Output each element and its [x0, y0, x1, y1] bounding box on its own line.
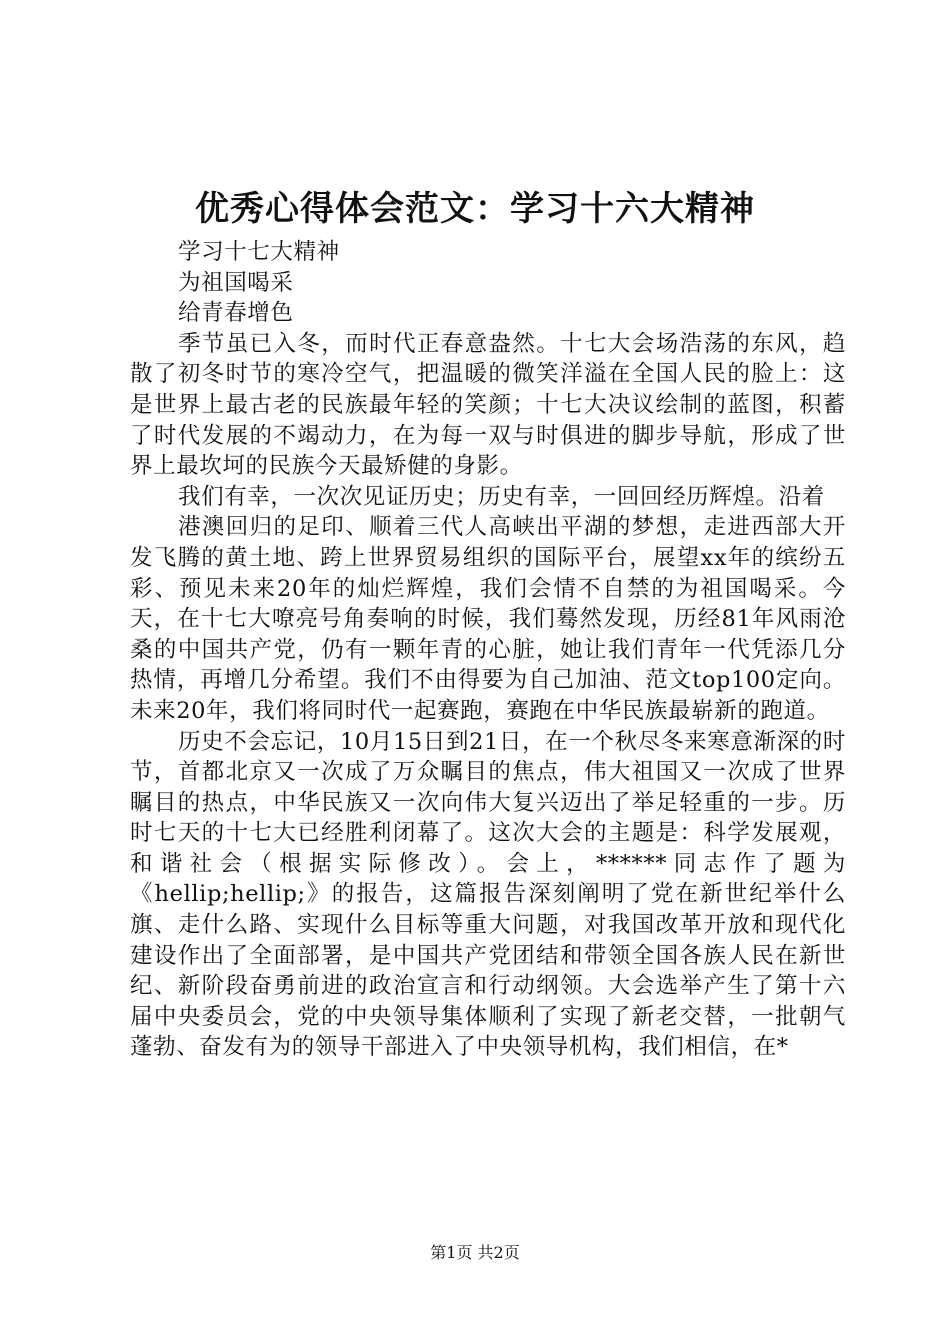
- paragraph-7: 历史不会忘记，10月15日到21日，在一个秋尽冬来寒意渐深的时节，首都北京又一次成了万众瞩目的焦点，伟大祖国又一次成了世界瞩目的热点，中华民族又一次向伟大复兴迈出了举足轻重的一步。历时七天的十七大已经胜利闭幕了。这次大会的主题是：科学发展观，和谐社会（根据实际修改）。会上，******同志作了题为《hellip;hellip;》的报告，这篇报告深刻阐明了党在新世纪举什么旗、走什么路、实现什么目标等重大问题，对我国改革开放和现代化建设作出了全面部署，是中国共产党团结和带领全国各族人民在新世纪、新阶段奋勇前进的政治宣言和行动纲领。大会选举产生了第十六届中央委员会，党的中央领导集体顺利了实现了新老交替，一批朝气蓬勃、奋发有为的领导干部进入了中央领导机构，我们相信，在*: [130, 728, 846, 1061]
- document-title: 优秀心得体会范文：学习十六大精神: [195, 189, 755, 229]
- paragraph-3: 给青春增色: [178, 300, 294, 327]
- paragraph-2: 为祖国喝采: [178, 269, 294, 296]
- page-number-footer: 第1页 共2页: [430, 1243, 520, 1262]
- paragraph-1: 学习十七大精神: [178, 239, 340, 265]
- paragraph-4: 季节虽已入冬，而时代正春意盎然。十七大会场浩荡的东风，趋散了初冬时节的寒冷空气，把温暖的微笑洋溢在全国人民的脸上：这是世界上最古老的民族最年轻的笑颜；十七大决议绘制的蓝图，积蓄了时代发展的不竭动力，在为每一双与时俱进的脚步导航，形成了世界上最坎坷的民族今天最矫健的身影。: [130, 330, 846, 480]
- paragraph-6: 港澳回归的足印、顺着三代人高峡出平湖的梦想，走进西部大开发飞腾的黄土地、跨上世界贸易组织的国际平台，展望xx年的缤纷五彩、预见未来20年的灿烂辉煌，我们会情不自禁的为祖国喝采。今天，在十七大嘹亮号角奏响的时候，我们蓦然发现，历经81年风雨沧桑的中国共产党，仍有一颗年青的心脏，她让我们青年一代凭添几分热情，再增几分希望。我们不由得要为自己加油、范文top100定向。未来20年，我们将同时代一起赛跑，赛跑在中华民族最崭新的跑道。: [130, 514, 846, 724]
- document-body: [130, 237, 846, 1063]
- paragraph-5: 我们有幸，一次次见证历史；历史有幸，一回回经历辉煌。沿着: [178, 483, 825, 510]
